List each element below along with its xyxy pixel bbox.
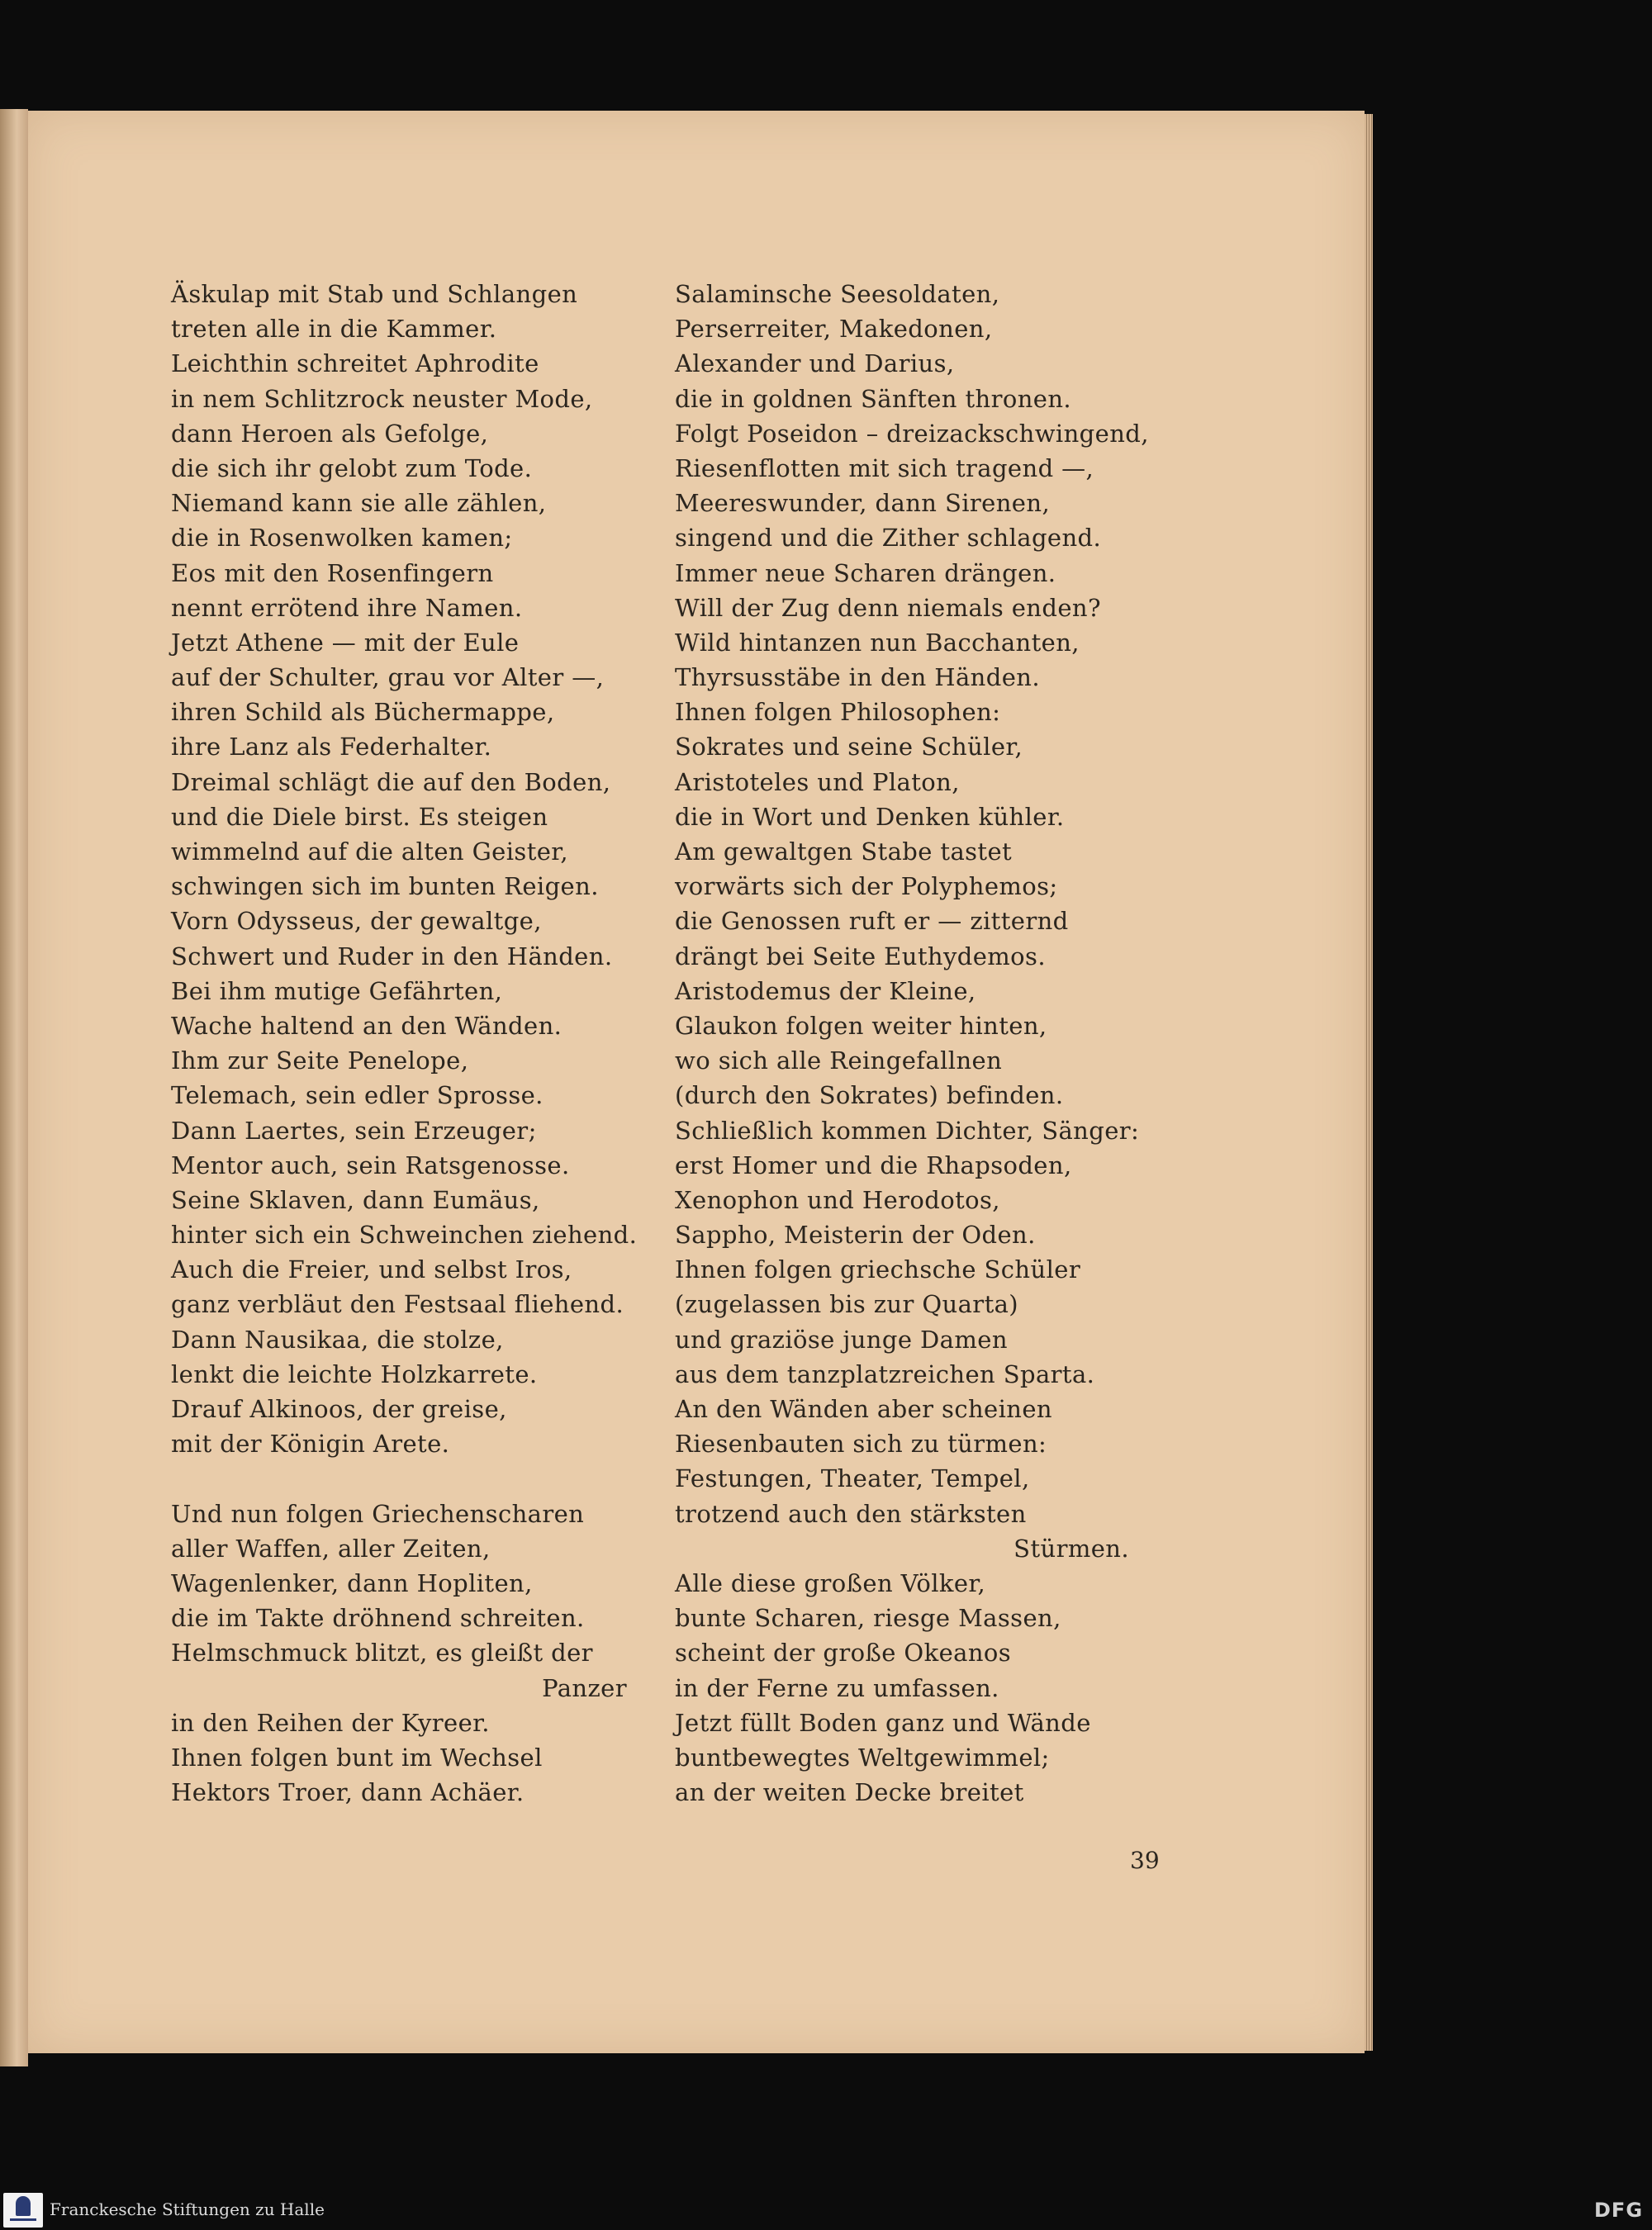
poem-line: Vorn Odysseus, der gewaltge, xyxy=(171,907,542,936)
poem-line: die in Rosenwolken kamen; xyxy=(171,524,513,553)
poem-line: Jetzt füllt Boden ganz und Wände xyxy=(675,1708,1091,1737)
page-number: 39 xyxy=(1130,1847,1160,1874)
poem-line: Ihm zur Seite Penelope, xyxy=(171,1046,469,1075)
poem-line: Schwert und Ruder in den Händen. xyxy=(171,942,613,970)
institution-name: Franckesche Stiftungen zu Halle xyxy=(50,2199,325,2219)
poem-line: Sokrates und seine Schüler, xyxy=(675,733,1023,762)
poem-line: Will der Zug denn niemals enden? xyxy=(675,593,1101,622)
poem-line: Niemand kann sie alle zählen, xyxy=(171,489,547,518)
poem-line: die sich ihr gelobt zum Tode. xyxy=(171,453,533,482)
poem-line: vorwärts sich der Polyphemos; xyxy=(675,872,1058,901)
poem-line: Und nun folgen Griechenscharen xyxy=(171,1499,585,1528)
poem-line: bunte Scharen, riesge Massen, xyxy=(675,1604,1061,1633)
poem-line: Thyrsusstäbe in den Händen. xyxy=(675,663,1040,692)
poem-line: wo sich alle Reingefallnen xyxy=(675,1046,1003,1075)
poem-line: (zugelassen bis zur Quarta) xyxy=(675,1290,1019,1319)
poem-line: Wagenlenker, dann Hopliten, xyxy=(171,1568,533,1597)
poem-line: Alle diese großen Völker, xyxy=(675,1568,986,1597)
poem-line: Aristoteles und Platon, xyxy=(675,767,960,796)
poem-line: Helmschmuck blitzt, es gleißt der xyxy=(171,1639,593,1668)
poem-line: trotzend auch den stärksten xyxy=(675,1499,1027,1528)
poem-line: lenkt die leichte Holzkarrete. xyxy=(171,1359,538,1388)
poem-column-left xyxy=(171,277,638,1810)
poem-line: Leichthin schreitet Aphrodite xyxy=(171,349,539,378)
poem-line: Hektors Troer, dann Achäer. xyxy=(171,1778,525,1807)
poem-line: (durch den Sokrates) befinden. xyxy=(675,1081,1064,1110)
poem-line: ganz verbläut den Festsaal fliehend. xyxy=(171,1290,624,1319)
poem-line: aus dem tanzplatzreichen Sparta. xyxy=(675,1359,1095,1388)
poem-line: Folgt Poseidon – dreizackschwingend, xyxy=(675,419,1149,448)
poem-line: und graziöse junge Damen xyxy=(675,1325,1008,1354)
poem-line: die in goldnen Sänften thronen. xyxy=(675,384,1072,413)
poem-line: Sappho, Meisterin der Oden. xyxy=(675,1221,1036,1250)
poem-line: Ihnen folgen griechsche Schüler xyxy=(675,1255,1081,1284)
poem-line: nennt errötend ihre Namen. xyxy=(171,593,523,622)
dfg-logo: DFG xyxy=(1594,2199,1644,2222)
poem-line: die Genossen ruft er — zitternd xyxy=(675,907,1069,936)
poem-line: Alexander und Darius, xyxy=(675,349,955,378)
poem-line: hinter sich ein Schweinchen ziehend. xyxy=(171,1221,638,1250)
poem-line: Riesenflotten mit sich tragend —, xyxy=(675,453,1094,482)
poem-line: erst Homer und die Rhapsoden, xyxy=(675,1151,1072,1179)
poem-line: Dreimal schlägt die auf den Boden, xyxy=(171,767,611,796)
poem-line: Salaminsche Seesoldaten, xyxy=(675,280,1000,308)
poem-line: An den Wänden aber scheinen xyxy=(675,1395,1052,1423)
poem-line: Drauf Alkinoos, der greise, xyxy=(171,1395,507,1423)
poem-line: auf der Schulter, grau vor Alter —, xyxy=(171,663,605,692)
poem-line: Jetzt Athene — mit der Eule xyxy=(171,628,520,657)
poem-line: an der weiten Decke breitet xyxy=(675,1778,1024,1807)
poem-line: Dann Nausikaa, die stolze, xyxy=(171,1325,504,1354)
poem-line: in den Reihen der Kyreer. xyxy=(171,1708,490,1737)
poem-line: Perserreiter, Makedonen, xyxy=(675,315,993,344)
poem-line: Am gewaltgen Stabe tastet xyxy=(675,837,1013,866)
poem-line: Meereswunder, dann Sirenen, xyxy=(675,489,1051,518)
poem-line: die in Wort und Denken kühler. xyxy=(675,802,1065,831)
poem-line: Glaukon folgen weiter hinten, xyxy=(675,1011,1047,1040)
poem-line: wimmelnd auf die alten Geister, xyxy=(171,837,569,866)
poem-line: dann Heroen als Gefolge, xyxy=(171,419,489,448)
poem-line-overflow: Stürmen. xyxy=(1014,1534,1129,1563)
poem-line: Immer neue Scharen drängen. xyxy=(675,558,1056,587)
poem-line: Seine Sklaven, dann Eumäus, xyxy=(171,1185,540,1214)
poem-line: singend und die Zither schlagend. xyxy=(675,524,1102,553)
poem-line: Auch die Freier, und selbst Iros, xyxy=(171,1255,572,1284)
poem-line: Telemach, sein edler Sprosse. xyxy=(171,1081,544,1110)
poem-line: schwingen sich im bunten Reigen. xyxy=(171,872,599,901)
poem-line: ihre Lanz als Federhalter. xyxy=(171,733,492,762)
poem-line: Wild hintanzen nun Bacchanten, xyxy=(675,628,1080,657)
poem-line: Festungen, Theater, Tempel, xyxy=(675,1464,1030,1493)
facing-page-edge xyxy=(0,109,28,2066)
poem-line: Eos mit den Rosenfingern xyxy=(171,558,494,587)
poem-line: Riesenbauten sich zu türmen: xyxy=(675,1430,1047,1459)
poem-line: treten alle in die Kammer. xyxy=(171,315,497,344)
poem-line-overflow: Panzer xyxy=(542,1673,627,1702)
poem-line: in nem Schlitzrock neuster Mode, xyxy=(171,384,593,413)
poem-line: Äskulap mit Stab und Schlangen xyxy=(171,280,578,308)
poem-line: Ihnen folgen bunt im Wechsel xyxy=(171,1743,543,1772)
poem-line: und die Diele birst. Es steigen xyxy=(171,802,548,831)
poem-line: die im Takte dröhnend schreiten. xyxy=(171,1604,585,1633)
poem-line: in der Ferne zu umfassen. xyxy=(675,1673,999,1702)
poem-line: Bei ihm mutige Gefährten, xyxy=(171,976,503,1005)
poem-line: Wache haltend an den Wänden. xyxy=(171,1011,563,1040)
poem-line: Xenophon und Herodotos, xyxy=(675,1185,1000,1214)
poem-line: buntbewegtes Weltgewimmel; xyxy=(675,1743,1050,1772)
poem-line: Aristodemus der Kleine, xyxy=(675,976,976,1005)
poem-line: Mentor auch, sein Ratsgenosse. xyxy=(171,1151,570,1179)
page-stack-edge xyxy=(1365,114,1373,2051)
institution-logo-icon xyxy=(3,2193,43,2228)
poem-line: Schließlich kommen Dichter, Sänger: xyxy=(675,1116,1140,1145)
poem-line: aller Waffen, aller Zeiten, xyxy=(171,1534,491,1563)
poem-line: Dann Laertes, sein Erzeuger; xyxy=(171,1116,537,1145)
poem-column-right xyxy=(675,277,1170,1810)
poem-line: ihren Schild als Büchermappe, xyxy=(171,698,555,727)
poem-line: mit der Königin Arete. xyxy=(171,1430,450,1459)
poem-line: drängt bei Seite Euthydemos. xyxy=(675,942,1046,970)
poem-line: scheint der große Okeanos xyxy=(675,1639,1012,1668)
poem-line: Ihnen folgen Philosophen: xyxy=(675,698,1001,727)
stanza-break xyxy=(171,1461,634,1496)
